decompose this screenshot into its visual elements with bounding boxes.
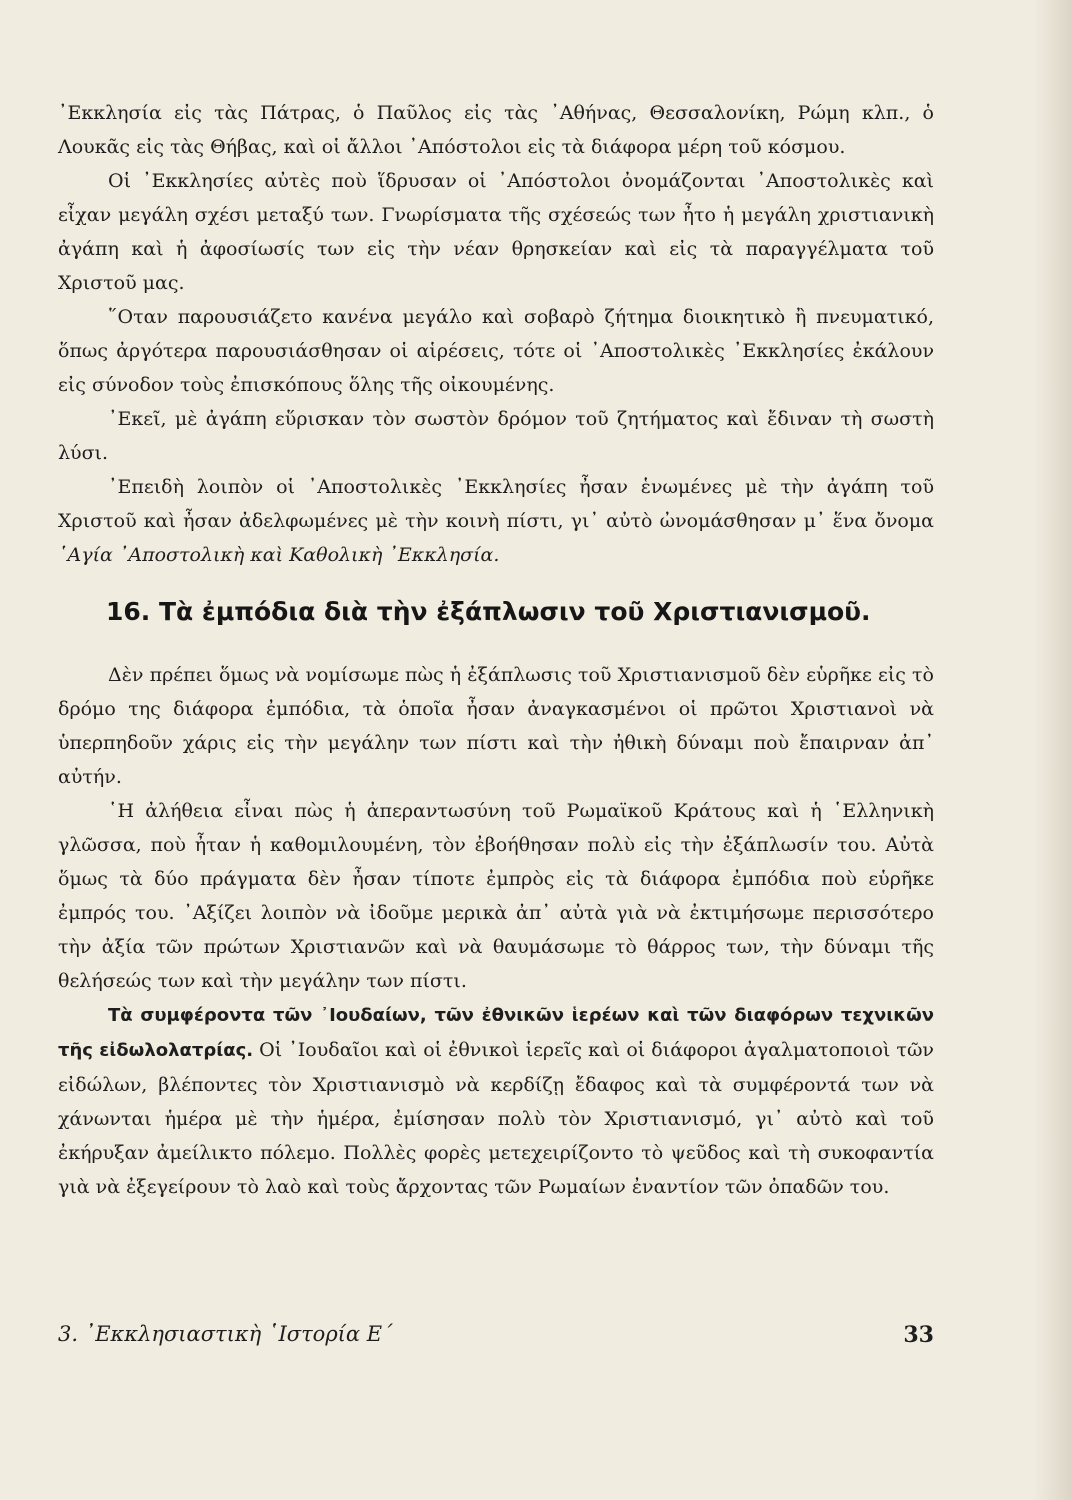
name-origin-text: ᾿Επειδὴ λοιπὸν οἱ ᾿Αποστολικὲς ᾿Εκκλησίες ἦσαν ἑνωμένες μὲ τὴν ἀγάπη τοῦ Χριστοῦ καὶ ἦσαν ἀδελφωμένες μὲ τὴν κοινὴ πίστι, γι᾿ αὐτὸ ὠνομάσθησαν μ᾿ ἕνα ὄνομα — [58, 476, 934, 532]
paragraph-name-origin — [58, 470, 934, 572]
section-heading: 16. Τὰ ἐμπόδια διὰ τὴν ἐξάπλωσιν τοῦ Χριστιανισμοῦ. — [106, 597, 871, 626]
paragraph-obstacles-intro: Δὲν πρέπει ὅμως νὰ νομίσωμε πὼς ἡ ἐξάπλωσις τοῦ Χριστιανισμοῦ δὲν εὑρῆκε εἰς τὸ δρόμο της διάφορα ἐμπόδια, τὰ ὁποῖα ἦσαν ἀναγκασμένοι οἱ πρῶτοι Χριστιανοὶ νὰ ὑπερπηδοῦν χάρις εἰς τὴν μεγάλην των πίστι καὶ τὴν ἠθικὴ δύναμι ποὺ ἔπαιρναν ἀπ᾿ αὐτήν. — [58, 664, 934, 788]
paragraph-roman-state: ῾Η ἀλήθεια εἶναι πὼς ἡ ἀπεραντωσύνη τοῦ Ρωμαϊκοῦ Κράτους καὶ ἡ ῾Ελληνικὴ γλῶσσα, ποὺ ἦταν ἡ καθομιλουμένη, τὸν ἐβοήθησαν πολὺ εἰς τὴν ἐξάπλωσίν του. Αὐτὰ ὅμως τὰ δύο πράγματα δὲν ἦσαν τίποτε ἐμπρὸς εἰς τὰ διάφορα ἐμπόδια ποὺ εὑρῆκε ἐμπρός του. ᾿Αξίζει λοιπὸν νὰ ἰδοῦμε μερικὰ ἀπ᾿ αὐτὰ γιὰ νὰ ἐκτιμήσωμε περισσότερο τὴν ἀξία τῶν πρώτων Χριστιανῶν καὶ νὰ θαυμάσωμε τὸ θάρρος των, τὴν δύναμι τῆς θελήσεώς των καὶ τὴν μεγάλην των πίστι. — [58, 800, 934, 992]
page-text — [58, 96, 934, 1204]
church-name: ῾Αγία ᾿Αποστολικὴ καὶ Καθολικὴ ᾿Εκκλησία. — [58, 544, 500, 566]
footer-book-title: 3. ᾿Εκκλησιαστικὴ ῾Ιστορία Ε΄ — [58, 1322, 393, 1346]
page-number: 33 — [903, 1322, 934, 1348]
paragraph-solutions: ᾿Εκεῖ, μὲ ἀγάπη εὕρισκαν τὸν σωστὸν δρόμον τοῦ ζητήματος καὶ ἔδιναν τὴ σωστὴ λύσι. — [58, 408, 934, 464]
paragraph-interests — [58, 998, 934, 1204]
section-body — [58, 658, 934, 1204]
paragraph-lead-body: Οἱ ᾿Ιουδαῖοι καὶ οἱ ἐθνικοὶ ἱερεῖς καὶ οἱ διάφοροι ἀγαλματοποιοὶ τῶν εἰδώλων, βλέποντες τὸν Χριστιανισμὸ νὰ κερδίζῃ ἔδαφος καὶ τὰ συμφέροντά των νὰ χάνωνται ἡμέρα μὲ τὴν ἡμέρα, ἐμίσησαν πολὺ τὸν Χριστιανισμό, γι᾿ αὐτὸ καὶ τοῦ ἐκήρυξαν ἀμείλικτο πόλεμο. Πολλὲς φορὲς μετεχειρίζοντο τὸ ψεῦδος καὶ τὴ συκοφαντία γιὰ νὰ ἐξεγείρουν τὸ λαὸ καὶ τοὺς ἄρχοντας τῶν Ρωμαίων ἐναντίον τῶν ὀπαδῶν του. — [58, 1039, 934, 1198]
paragraph-synods: ῞Οταν παρουσιάζετο κανένα μεγάλο καὶ σοβαρὸ ζήτημα διοικητικὸ ἢ πνευματικό, ὅπως ἀργότερα παρουσιάσθησαν οἱ αἱρέσεις, τότε οἱ ᾿Αποστολικὲς ᾿Εκκλησίες ἐκάλουν εἰς σύνοδον τοὺς ἐπισκόπους ὅλης τῆς οἰκουμένης. — [58, 306, 934, 396]
paragraph-lead-title: Τὰ συμφέροντα τῶν ᾿Ιουδαίων, τῶν ἐθνικῶν ἱερέων καὶ τῶν διαφόρων τεχνικῶν τῆς εἰδωλολατρίας. — [58, 1005, 934, 1061]
paragraph-apostolic-churches: Οἱ ᾿Εκκλησίες αὐτὲς ποὺ ἵδρυσαν οἱ ᾿Απόστολοι ὀνομάζονται ᾿Αποστολικὲς καὶ εἶχαν μεγάλη σχέσι μεταξύ των. Γνωρίσματα τῆς σχέσεώς των ἦτο ἡ μεγάλη χριστιανικὴ ἀγάπη καὶ ἡ ἀφοσίωσίς των εἰς τὴν νέαν θρησκείαν καὶ εἰς τὰ παραγγέλματα τοῦ Χριστοῦ μας. — [58, 170, 934, 294]
page-footer — [58, 1322, 934, 1362]
paragraph-continuation: ᾿Εκκλησία εἰς τὰς Πάτρας, ὁ Παῦλος εἰς τὰς ᾿Αθήνας, Θεσσαλονίκη, Ρώμη κλπ., ὁ Λουκᾶς εἰς τὰς Θήβας, καὶ οἱ ἄλλοι ᾿Απόστολοι εἰς τὰ διάφορα μέρη τοῦ κόσμου. — [58, 102, 934, 158]
